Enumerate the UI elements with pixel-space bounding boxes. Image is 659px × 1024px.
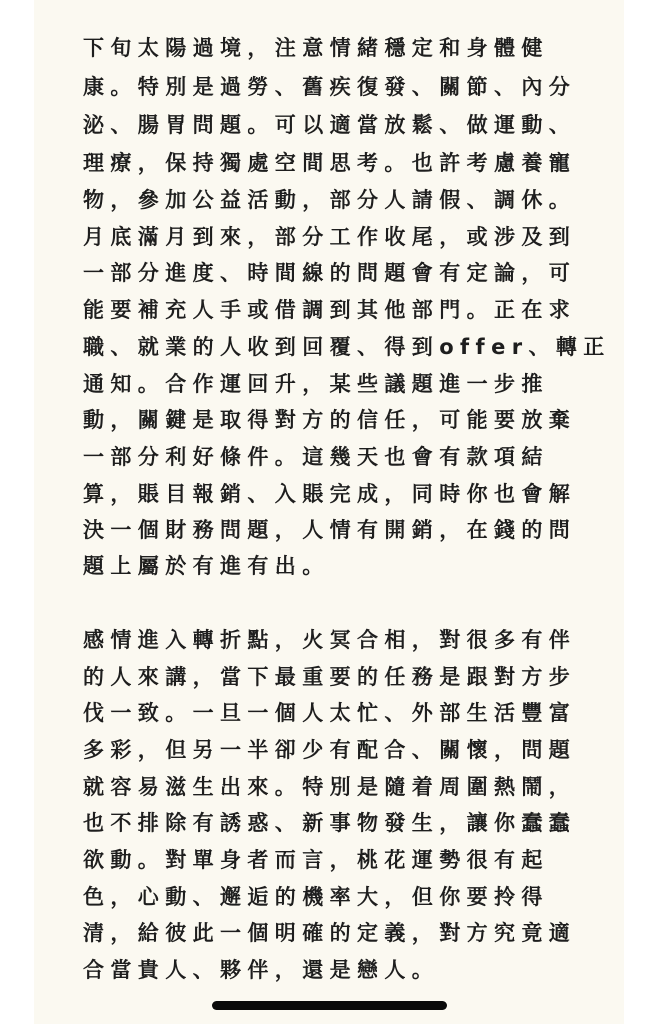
text-line: 就容易滋生出來。特別是隨着周圍熱鬧，	[83, 775, 577, 799]
text-line: 月底滿月到來，部分工作收尾，或涉及到	[83, 225, 577, 249]
text-line: 欲動。對單身者而言，桃花運勢很有起	[83, 848, 549, 872]
text-line: 感情進入轉折點，火冥合相，對很多有伴	[83, 628, 577, 652]
text-line: 能要補充人手或借調到其他部門。正在求	[83, 298, 577, 322]
text-line: 色，心動、邂逅的機率大，但你要拎得	[83, 885, 549, 909]
text-line: 動，關鍵是取得對方的信任，可能要放棄	[83, 408, 577, 432]
text-line: 康。特別是過勞、舊疾復發、關節、內分	[83, 75, 577, 99]
text-line: 算，賬目報銷、入賬完成，同時你也會解	[83, 482, 577, 506]
text-line: 職、就業的人收到回覆、得到offer、轉正	[83, 335, 611, 359]
text-line: 多彩，但另一半卻少有配合、關懷，問題	[83, 738, 577, 762]
text-line: 下旬太陽過境，注意情緒穩定和身體健	[83, 36, 549, 60]
text-line: 一部分進度、時間線的問題會有定論，可	[83, 261, 577, 285]
text-line: 題上屬於有進有出。	[83, 554, 330, 578]
text-line: 物，參加公益活動，部分人請假、調休。	[83, 188, 577, 212]
text-line: 的人來講，當下最重要的任務是跟對方步	[83, 665, 577, 689]
text-line: 也不排除有誘惑、新事物發生，讓你蠢蠢	[83, 811, 577, 835]
text-line: 理療，保持獨處空間思考。也許考慮養寵	[83, 151, 577, 175]
text-line: 一部分利好條件。這幾天也會有款項結	[83, 445, 549, 469]
text-line: 決一個財務問題，人情有開銷，在錢的問	[83, 518, 577, 542]
text-line: 泌、腸胃問題。可以適當放鬆、做運動、	[83, 113, 577, 137]
home-indicator[interactable]	[212, 1001, 447, 1010]
text-line: 伐一致。一旦一個人太忙、外部生活豐富	[83, 701, 577, 725]
text-line: 通知。合作運回升，某些議題進一步推	[83, 372, 549, 396]
text-line: 清，給彼此一個明確的定義，對方究竟適	[83, 921, 577, 945]
text-line: 合當貴人、夥伴，還是戀人。	[83, 958, 440, 982]
